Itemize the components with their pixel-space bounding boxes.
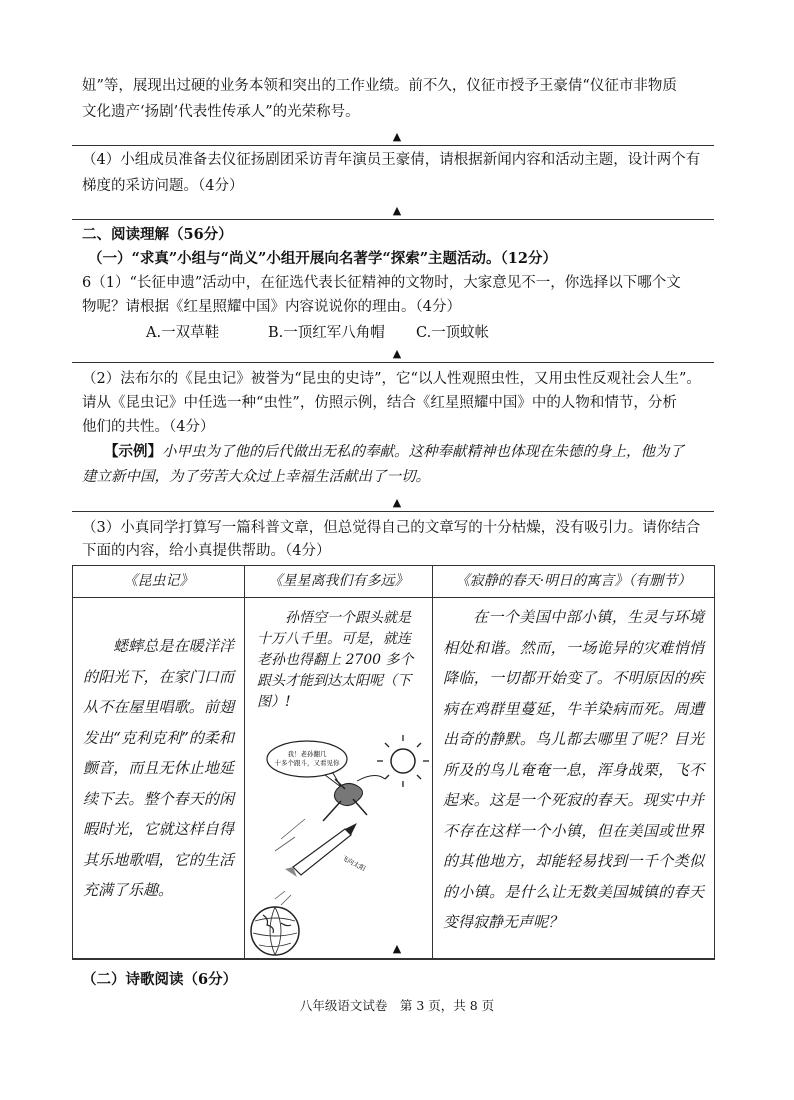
bubble-text-2: 十多个跟斗，又看见你 xyxy=(274,759,340,767)
table-header-row xyxy=(73,566,715,598)
intro-line-1: 妞”等，展现出过硬的业务本领和突出的工作业绩。前不久，仪征市授予王豪倩“仪征市非物质 xyxy=(82,78,677,94)
answer-marker: ▲ xyxy=(392,496,402,509)
answer-marker: ▲ xyxy=(392,204,402,217)
example-text-1: 小甲虫为了他的后代做出无私的奉献。这种奉献精神也体现在朱德的身上，他为了 xyxy=(162,444,684,460)
option-b: B.一顶红军八角帽 xyxy=(268,325,385,341)
silent-spring-cell xyxy=(433,598,715,960)
speech-bubble xyxy=(267,741,347,787)
part1-title: （一）“求真”小组与“尚义”小组开展向名著学“探索”主题活动。（12分） xyxy=(88,250,557,267)
part2-title: （二）诗歌阅读（6分） xyxy=(82,971,238,988)
monkey-king-illustration xyxy=(245,719,431,959)
page-footer: 八年级语文试卷 第 3 页，共 8 页 xyxy=(299,998,495,1013)
q6-3-line-1: （3）小真同学打算写一篇科普文章，但总觉得自己的文章写的十分枯燥，没有吸引力。请你结合 xyxy=(82,520,701,536)
cricket-cell xyxy=(73,598,245,960)
intro-line-2: 文化遗产‘扬剧’代表性传承人”的光荣称号。 xyxy=(82,104,360,120)
table-content-row xyxy=(73,598,715,960)
option-a: A.一双草鞋 xyxy=(146,325,220,341)
table-header: 《昆虫记》 xyxy=(73,566,245,598)
q6-2-line-3: 他们的共性。（4分） xyxy=(82,419,215,435)
divider xyxy=(72,511,714,512)
divider xyxy=(72,362,714,363)
star-distance-cell xyxy=(245,598,433,960)
cricket-text: 蟋蟀总是在暖洋洋的阳光下，在家门口而从不在屋里唱歌。前翅发出“克利克利”的柔和颤音，而且无休止地延续下去。整个春天的闲暇时光，它就这样自得其乐地歌唱，它的生活充满了乐趣。 xyxy=(83,637,234,899)
divider xyxy=(72,958,714,959)
q6-3-line-2: 下面的内容，给小真提供帮助。（4分） xyxy=(82,543,331,559)
table-header: 《寂静的春天·明日的寓言》（有删节） xyxy=(433,566,715,598)
q6-2-line-1: （2）法布尔的《昆虫记》被誉为“昆虫的史诗”，它“以人性观照虫性，又用虫性反观社会人生”。 xyxy=(82,371,701,387)
monkey-king-figure xyxy=(323,775,385,821)
example-line-1 xyxy=(104,442,684,462)
section-title: 二、阅读理解（56分） xyxy=(82,226,233,243)
bubble-text-1: 我！老孙翻几 xyxy=(287,750,327,758)
divider xyxy=(72,219,714,220)
table-header: 《星星离我们有多远》 xyxy=(245,566,433,598)
option-c: C.一顶蚊帐 xyxy=(416,325,490,341)
q4-line-2: 梯度的采访问题。（4分） xyxy=(82,178,244,194)
answer-marker: ▲ xyxy=(392,942,402,955)
rocket-label: 飞向太阳 xyxy=(340,853,367,873)
q6-2-line-2: 请从《昆虫记》中任选一种“虫性”，仿照示例，结合《红星照耀中国》中的人物和情节，分析 xyxy=(82,395,677,411)
monkey-king-text: 孙悟空一个跟头就是十万八千里。可是，就连老孙也得翻上 2700 多个跟头才能到达太阳呢（下图）! xyxy=(257,610,414,710)
q6-1-line-2: 物呢？请根据《红星照耀中国》内容说说你的理由。（4分） xyxy=(82,299,461,315)
q4-line-1: （4）小组成员准备去仪征扬剧团采访青年演员王豪倩，请根据新闻内容和活动主题，设计两个有 xyxy=(82,152,701,168)
rocket-icon xyxy=(285,823,368,877)
q6-1-line-1: 6（1）“长征申遗”活动中，在征选代表长征精神的文物时，大家意见不一，你选择以下哪个文 xyxy=(82,275,681,291)
answer-marker: ▲ xyxy=(392,347,402,360)
example-line-2: 建立新中国，为了劳苦大众过上幸福生活献出了一切。 xyxy=(82,469,430,485)
reading-materials-table xyxy=(72,565,715,960)
answer-marker: ▲ xyxy=(392,130,402,143)
silent-spring-text: 在一个美国中部小镇，生灵与环境相处和谐。然而，一场诡异的灾难悄悄降临，一切都开始变了。不明原因的疾病在鸡群里蔓延，牛羊染病而死。周遭出奇的静默。鸟儿都去哪里了呢？目光所及的鸟儿奄奄一息，浑身战栗，飞不起来。这是一个死寂的春天。现实中并不存在这样一个小镇，但在美国或世界的其他地方，却能轻易找到一千个类似的小镇。是什么让无数美国城镇的春天变得寂静无声呢？ xyxy=(443,608,704,931)
divider xyxy=(72,145,714,146)
example-label: 【示例】 xyxy=(104,443,162,460)
